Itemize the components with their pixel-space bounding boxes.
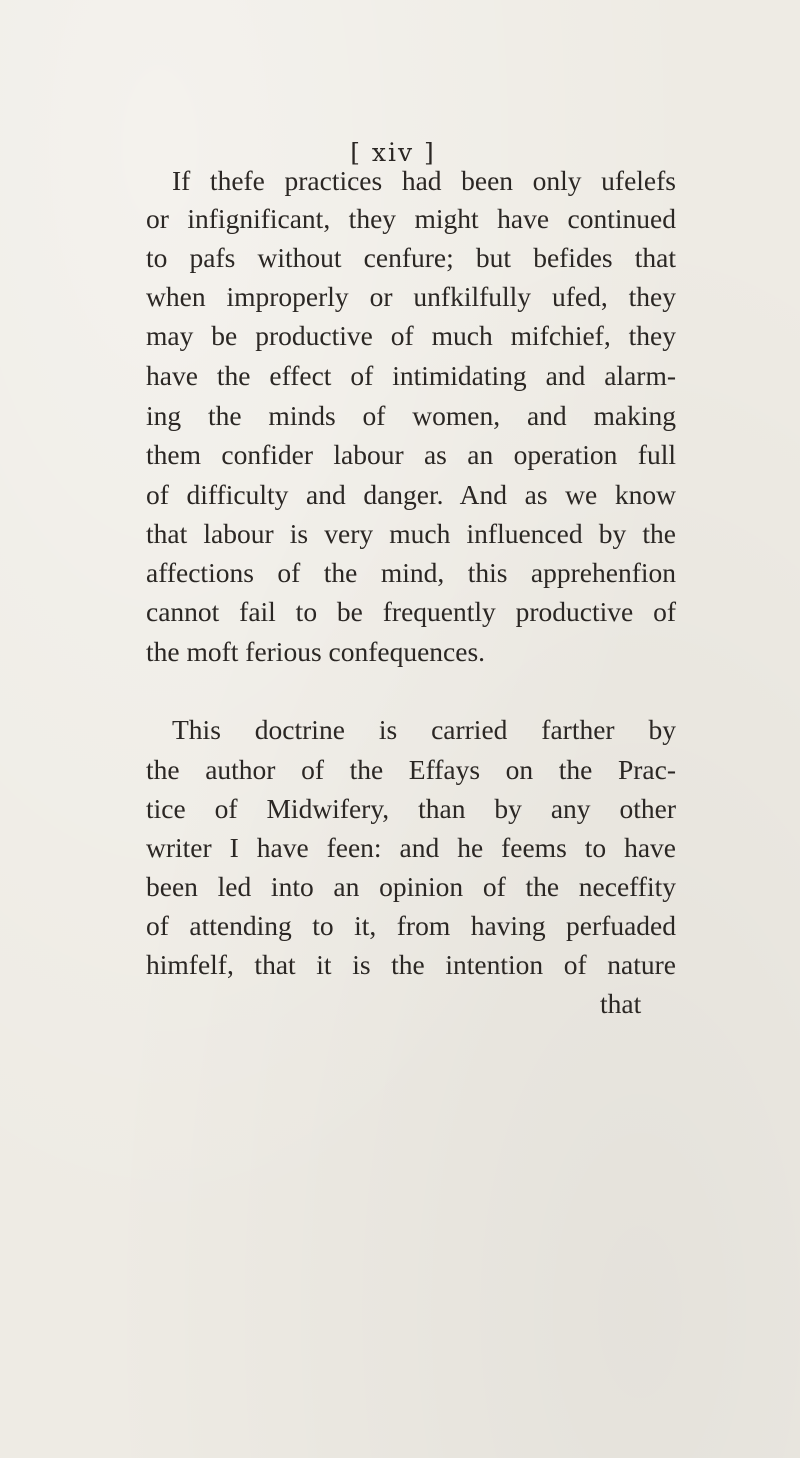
text-line: when improperly or unfkilfully ufed, they (146, 281, 676, 312)
text-line: or infignificant, they might have continued (146, 203, 676, 234)
text-line: been led into an opinion of the neceffity (146, 871, 676, 902)
text-line: writer I have feen: and he feems to have (146, 832, 676, 863)
page-number: [ xiv ] (350, 138, 436, 167)
text-line: may be productive of much mifchief, they (146, 320, 676, 351)
text-line: the author of the Effays on the Prac- (146, 754, 676, 785)
text-line: of attending to it, from having perfuaded (146, 910, 676, 941)
text-line: have the effect of intimidating and alarm- (146, 360, 676, 391)
text-line: If thefe practices had been only ufelefs (172, 165, 676, 196)
text-line: cannot fail to be frequently productive of (146, 596, 676, 627)
text-line: ing the minds of women, and making (146, 400, 676, 431)
text-line: himfelf, that it is the intention of nature (146, 949, 676, 980)
text-line: affections of the mind, this apprehenfion (146, 557, 676, 588)
text-line: them confider labour as an operation full (146, 439, 676, 470)
text-line: This doctrine is carried farther by (172, 714, 676, 745)
text-line: the moft ferious confequences. (146, 636, 486, 667)
text-line: that labour is very much influenced by the (146, 518, 676, 549)
text-line: to pafs without cenfure; but befides that (146, 242, 676, 273)
page-number-header (0, 138, 800, 167)
text-line: tice of Midwifery, than by any other (146, 793, 676, 824)
text-line: of difficulty and danger. And as we know (146, 479, 676, 510)
catchword: that (600, 988, 642, 1019)
